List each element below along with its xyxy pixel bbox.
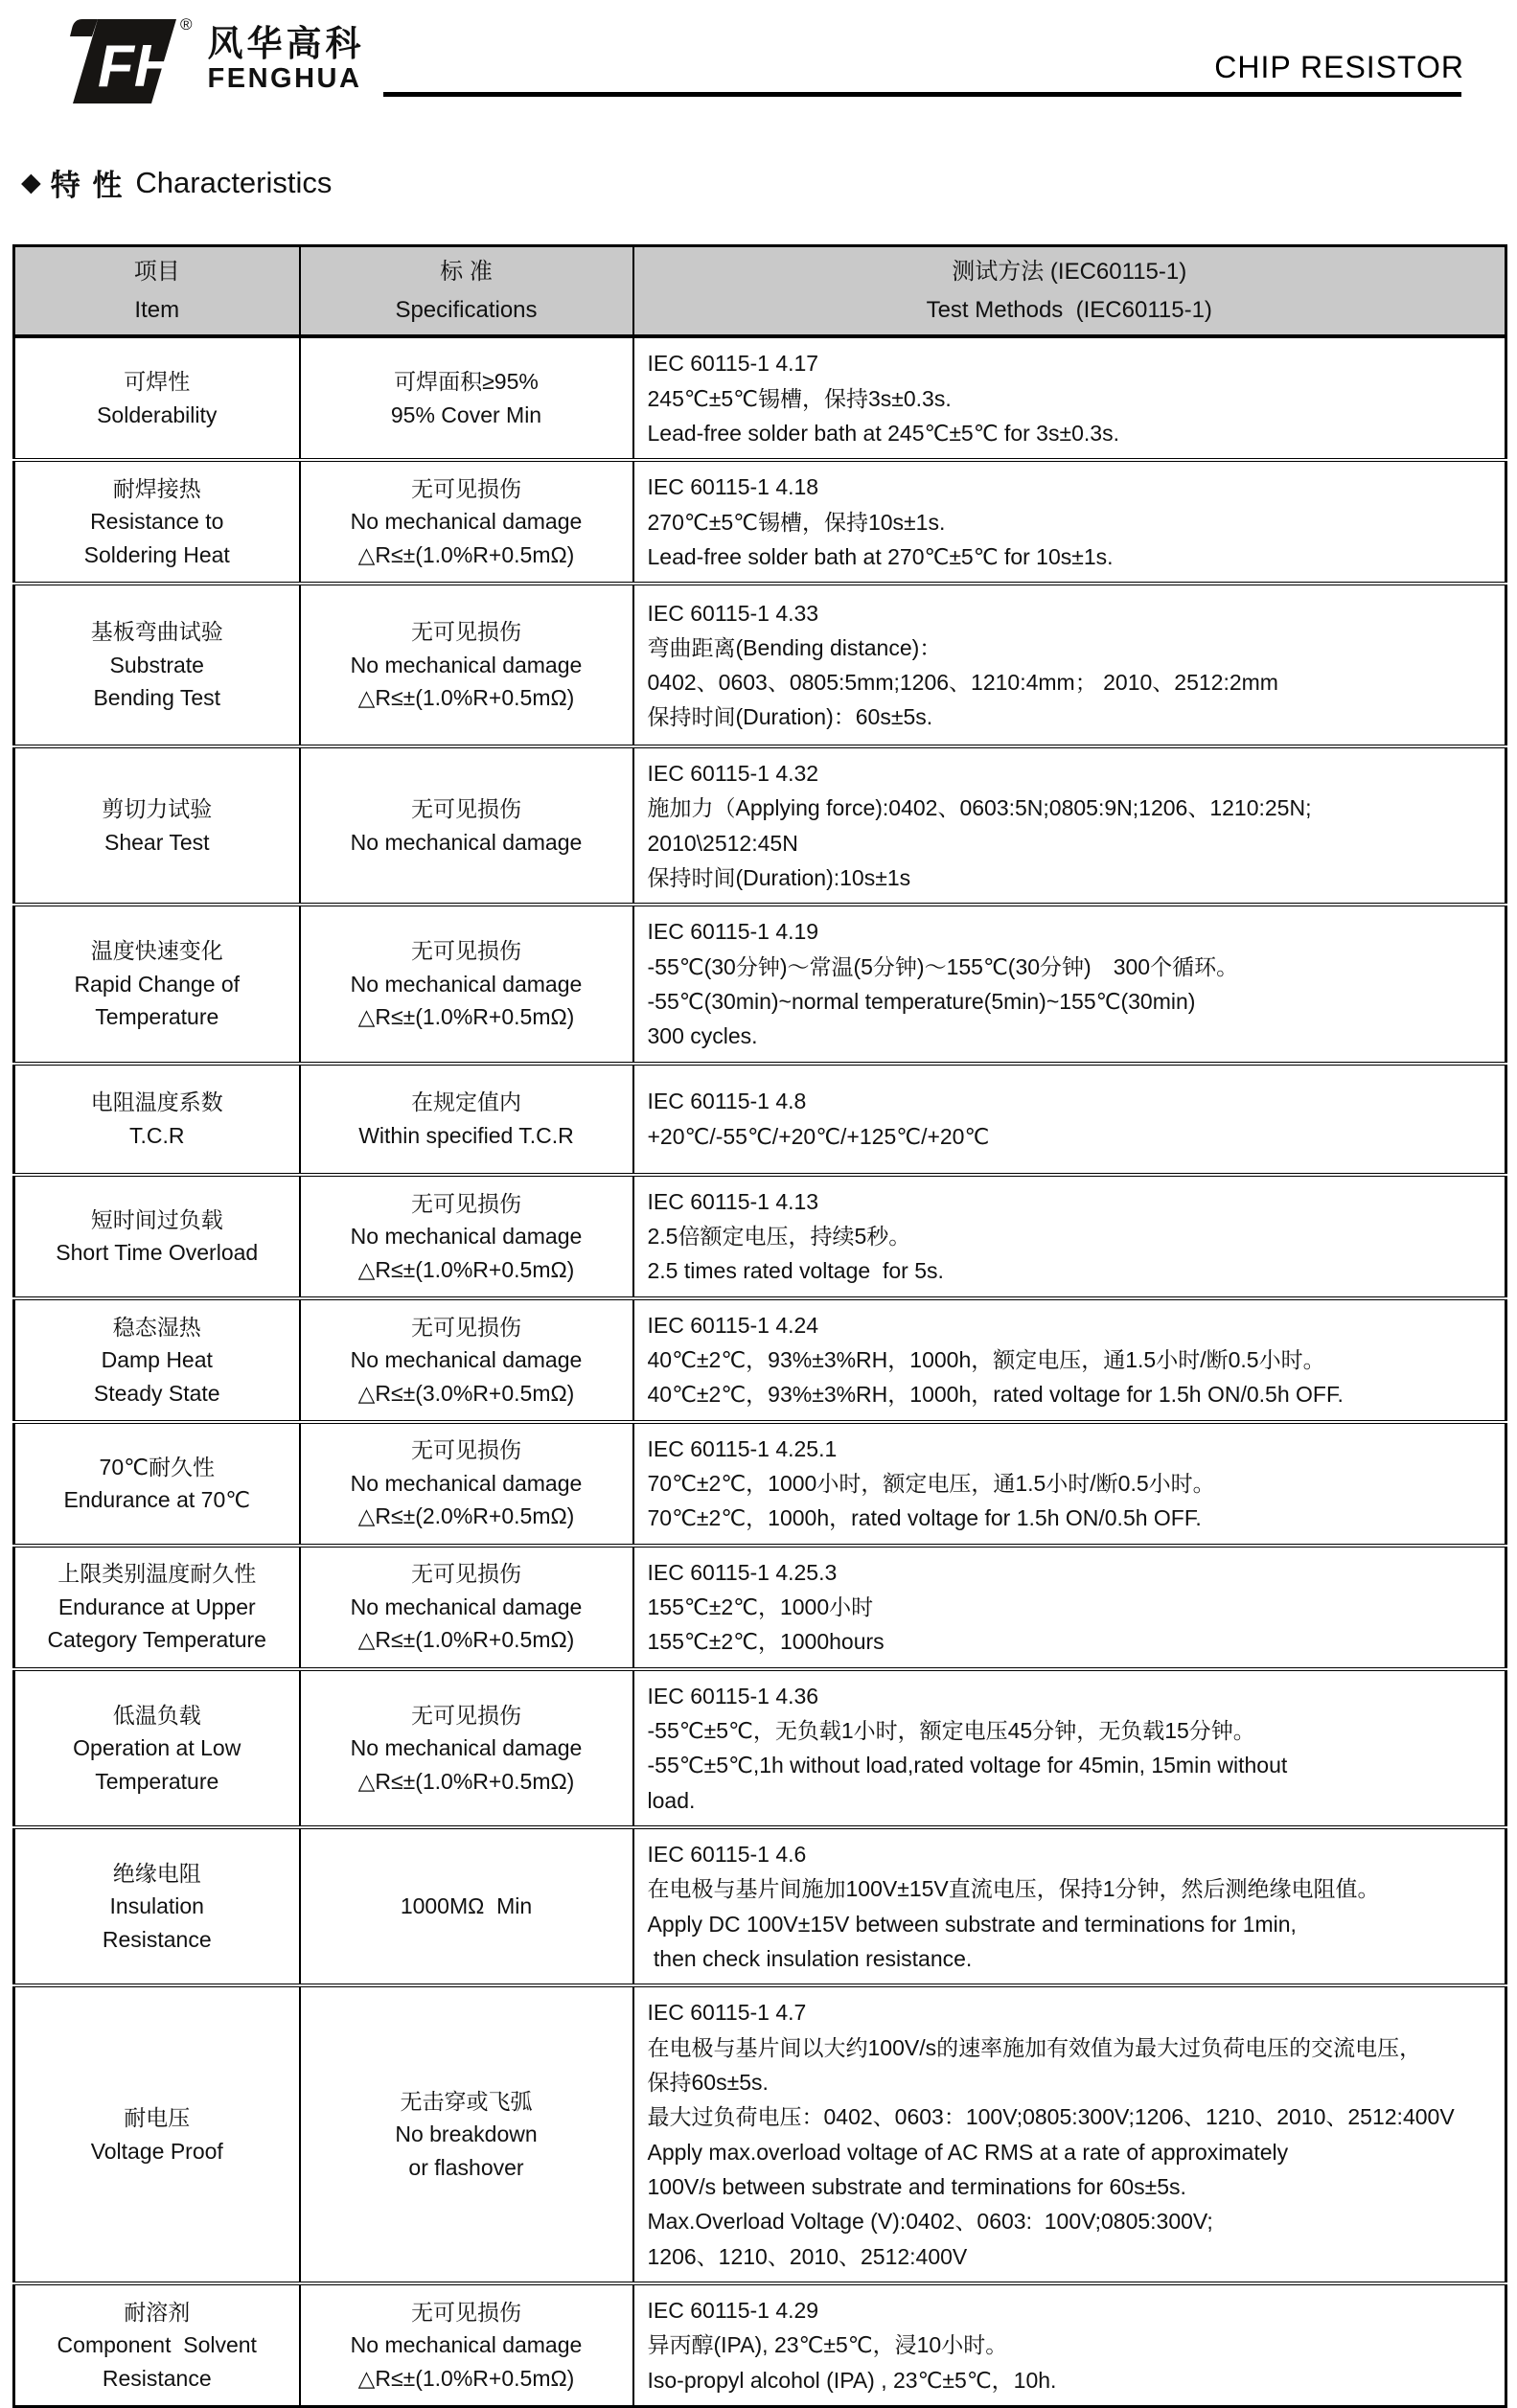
item-line: 短时间过负载 [90,1206,223,1232]
item-line: Solderability [97,401,218,427]
spec-cell [300,905,633,1063]
characteristics-table [12,244,1507,2408]
item-line: Rapid Change of [74,971,241,997]
table-row [14,1422,1506,1546]
item-cell [14,1422,300,1546]
spec-line: △R≤±(1.0%R+0.5mΩ) [357,1768,575,1794]
spec-line: 1000MΩ Min [400,1893,533,1919]
item-line: Category Temperature [47,1627,266,1653]
method-cell [633,746,1506,905]
item-line: Shear Test [103,829,210,855]
column-header-test-methods [633,246,1506,337]
method-line: IEC 60115-1 4.19 [647,919,819,945]
column-header-en: Item [134,296,180,323]
spec-line: 可焊面积≥95% [394,369,539,395]
item-line: Component Solvent [57,2332,257,2358]
method-line: then check insulation resistance. [647,1946,973,1972]
section-title-english: Characteristics [135,165,333,199]
brand-name-english: FENGHUA [207,62,362,94]
method-line: 300 cycles. [647,1023,758,1049]
item-line: 耐焊接热 [112,475,201,501]
method-line: 最大过负荷电压：0402、0603：100V;0805:300V;1206、1210、2010、2512:400V [647,2104,1455,2130]
table-row [14,1064,1506,1175]
method-cell [633,1298,1506,1422]
item-cell [14,905,300,1063]
spec-line: or flashover [408,2154,524,2180]
diamond-bullet-icon: ◆ [21,168,41,196]
spec-cell [300,1298,633,1422]
method-line: 70℃±2℃，1000小时，额定电压，通1.5小时/断0.5小时。 [647,1471,1215,1497]
method-line: Max.Overload Voltage (V):0402、0603: 100V;0805:300V; [647,2209,1213,2235]
method-cell [633,584,1506,746]
spec-line: △R≤±(1.0%R+0.5mΩ) [357,2365,575,2391]
method-cell [633,336,1506,460]
item-line: Soldering Heat [83,541,230,567]
column-header-specifications [300,246,633,337]
table-row [14,1298,1506,1422]
spec-line: No mechanical damage [350,2332,583,2358]
item-line: Short Time Overload [56,1240,259,1266]
svg-text:FH: FH [98,34,177,100]
registered-trademark-icon: ® [180,15,193,34]
method-line: IEC 60115-1 4.29 [647,2297,819,2323]
spec-line: No mechanical damage [350,1347,583,1372]
document-header [0,0,1517,149]
method-line: 保持时间(Duration):10s±1s [647,865,911,891]
spec-line: △R≤±(1.0%R+0.5mΩ) [357,1627,575,1653]
spec-line: △R≤±(1.0%R+0.5mΩ) [357,541,575,567]
spec-cell [300,584,633,746]
method-line: IEC 60115-1 4.24 [647,1312,819,1338]
method-line: 100V/s between substrate and terminations for 60s±5s. [647,2173,1186,2199]
method-line: 保持60s±5s. [647,2070,769,2095]
spec-line: No mechanical damage [350,829,583,855]
item-line: Voltage Proof [90,2138,223,2164]
spec-line: No mechanical damage [350,1470,583,1496]
item-line: Steady State [93,1380,220,1406]
spec-cell [300,460,633,584]
spec-cell [300,1175,633,1298]
item-cell [14,1298,300,1422]
spec-line: Within specified T.C.R [358,1122,574,1148]
spec-line: △R≤±(2.0%R+0.5mΩ) [357,1503,575,1529]
item-line: Operation at Low [73,1735,241,1761]
spec-line: 无可见损伤 [411,938,521,964]
item-line: Resistance to [90,509,224,535]
spec-line: 无可见损伤 [411,1561,521,1587]
method-line: IEC 60115-1 4.33 [647,600,819,626]
item-cell [14,746,300,905]
table-row [14,1175,1506,1298]
table-row [14,1985,1506,2283]
method-line: 施加力（Applying force):0402、0603:5N;0805:9N;1206、1210:25N; [647,795,1312,821]
method-line: Iso-propyl alcohol (IPA) , 23℃±5℃，10h. [647,2367,1057,2393]
table-row [14,2283,1506,2406]
method-cell [633,905,1506,1063]
spec-line: 无可见损伤 [411,2299,521,2325]
characteristics-table-body [14,336,1506,2406]
spec-line: No mechanical damage [350,509,583,535]
spec-cell [300,1546,633,1669]
spec-line: △R≤±(1.0%R+0.5mΩ) [357,1256,575,1282]
section-title-chinese: 特 性 [50,169,125,202]
method-line: 70℃±2℃，1000h，rated voltage for 1.5h ON/0.5h OFF. [647,1505,1202,1531]
spec-line: No mechanical damage [350,971,583,997]
item-cell [14,1546,300,1669]
spec-cell [300,1985,633,2283]
item-cell [14,1175,300,1298]
item-cell [14,2283,300,2406]
table-row [14,1669,1506,1827]
method-line: load. [647,1787,696,1813]
method-cell [633,1827,1506,1985]
method-line: 0402、0603、0805:5mm;1206、1210:4mm； 2010、2512:2mm [647,670,1278,696]
item-line: 可焊性 [124,369,191,395]
item-line: Temperature [95,1768,219,1794]
table-row [14,746,1506,905]
method-line: 在电极与基片间施加100V±15V直流电压，保持1分钟，然后测绝缘电阻值。 [647,1876,1380,1902]
method-line: 40℃±2℃，93%±3%RH，1000h，额定电压，通1.5小时/断0.5小时。 [647,1347,1325,1373]
spec-cell [300,1827,633,1985]
column-header-item [14,246,300,337]
method-line: IEC 60115-1 4.18 [647,474,819,500]
item-line: Resistance [102,2365,212,2391]
item-line: 电阻温度系数 [90,1089,223,1115]
spec-line: 无可见损伤 [411,1314,521,1340]
table-row [14,460,1506,584]
method-line: IEC 60115-1 4.25.3 [647,1559,838,1585]
brand-name-chinese: 风华高科 [207,24,365,63]
spec-cell [300,1064,633,1175]
column-header-en: Test Methods (IEC60115-1) [926,296,1212,323]
table-row [14,905,1506,1063]
item-line: 稳态湿热 [112,1314,201,1340]
method-line: IEC 60115-1 4.7 [647,2000,807,2026]
method-line: +20℃/-55℃/+20℃/+125℃/+20℃ [647,1123,990,1149]
item-line: 绝缘电阻 [112,1860,201,1886]
item-line: Resistance [102,1926,212,1952]
method-line: 245℃±5℃锡槽，保持3s±0.3s. [647,385,952,411]
spec-line: 在规定值内 [411,1089,521,1115]
method-line: IEC 60115-1 4.17 [647,351,819,377]
item-cell [14,336,300,460]
table-row [14,336,1506,460]
method-line: 弯曲距离(Bending distance)： [647,634,942,660]
table-row [14,1827,1506,1985]
item-line: 耐溶剂 [124,2299,191,2325]
spec-cell [300,1669,633,1827]
column-header-en: Specifications [395,296,538,323]
item-line: 温度快速变化 [90,938,223,964]
method-line: -55℃(30min)~normal temperature(5min)~155℃(30min) [647,989,1196,1015]
header-divider [383,92,1461,97]
method-cell [633,1985,1506,2283]
item-line: Insulation [109,1893,204,1919]
item-line: 剪切力试验 [102,796,213,822]
item-cell [14,1669,300,1827]
method-line: 2.5倍额定电压，持续5秒。 [647,1224,911,1250]
item-cell [14,1827,300,1985]
column-header-cn: 标 准 [440,259,493,285]
method-line: Apply max.overload voltage of AC RMS at a rate of approximately [647,2139,1289,2165]
spec-line: 无可见损伤 [411,475,521,501]
page-title: CHIP RESISTOR [1214,50,1464,84]
method-cell [633,1546,1506,1669]
method-line: 2010\2512:45N [647,830,798,856]
item-line: 上限类别温度耐久性 [57,1561,257,1587]
method-line: 异丙醇(IPA), 23℃±5℃，浸10小时。 [647,2332,1008,2358]
item-line: Endurance at 70℃ [63,1487,251,1513]
method-cell [633,1669,1506,1827]
spec-cell [300,336,633,460]
spec-line: △R≤±(1.0%R+0.5mΩ) [357,1004,575,1030]
spec-line: 无可见损伤 [411,1437,521,1463]
spec-line: 无可见损伤 [411,1190,521,1216]
spec-line: 95% Cover Min [390,401,542,427]
method-line: -55℃±5℃,1h without load,rated voltage for 45min, 15min without [647,1753,1288,1778]
spec-line: 无击穿或飞弧 [400,2088,533,2114]
spec-line: △R≤±(3.0%R+0.5mΩ) [357,1380,575,1406]
method-line: IEC 60115-1 4.8 [647,1089,807,1114]
section-title [21,161,332,204]
spec-line: No mechanical damage [350,1735,583,1761]
spec-line: 无可见损伤 [411,619,521,645]
method-line: Lead-free solder bath at 270℃±5℃ for 10s±1s. [647,543,1114,569]
item-line: 70℃耐久性 [99,1454,215,1479]
method-line: -55℃±5℃，无负载1小时，额定电压45分钟，无负载15分钟。 [647,1718,1255,1744]
spec-cell [300,746,633,905]
method-line: Lead-free solder bath at 245℃±5℃ for 3s±0.3s. [647,420,1119,446]
method-line: 155℃±2℃，1000小时 [647,1594,874,1620]
method-line: 40℃±2℃，93%±3%RH，1000h，rated voltage for 1.5h ON/0.5h OFF. [647,1382,1344,1408]
spec-line: No mechanical damage [350,1594,583,1619]
spec-line: No breakdown [395,2121,538,2147]
item-line: 基板弯曲试验 [90,619,223,645]
method-line: 155℃±2℃，1000hours [647,1629,885,1655]
method-line: Apply DC 100V±15V between substrate and terminations for 1min, [647,1911,1297,1937]
table-row [14,584,1506,746]
method-line: -55℃(30分钟)～常温(5分钟)～155℃(30分钟) 300个循环。 [647,953,1239,979]
method-line: 保持时间(Duration)：60s±5s. [647,704,933,730]
spec-cell [300,1422,633,1546]
item-line: Damp Heat [101,1347,213,1372]
fenghua-logo-icon [69,17,182,105]
item-line: Substrate [109,652,204,677]
method-cell [633,1175,1506,1298]
item-line: Bending Test [93,685,221,711]
spec-line: △R≤±(1.0%R+0.5mΩ) [357,685,575,711]
item-cell [14,460,300,584]
column-header-cn: 项目 [133,259,180,285]
item-line: Endurance at Upper [57,1594,256,1619]
method-line: IEC 60115-1 4.36 [647,1683,819,1709]
method-cell [633,1422,1506,1546]
method-line: IEC 60115-1 4.25.1 [647,1435,838,1461]
method-cell [633,460,1506,584]
item-line: 耐电压 [124,2105,191,2131]
table-row [14,1546,1506,1669]
method-cell [633,2283,1506,2406]
spec-line: 无可见损伤 [411,796,521,822]
spec-line: No mechanical damage [350,1224,583,1250]
method-line: IEC 60115-1 4.13 [647,1188,819,1214]
fenghua-logo [69,17,365,105]
method-line: 1206、1210、2010、2512:400V [647,2243,968,2269]
method-line: IEC 60115-1 4.6 [647,1842,807,1868]
spec-line: No mechanical damage [350,652,583,677]
item-line: 低温负载 [112,1702,201,1728]
item-line: T.C.R [129,1122,185,1148]
method-line: 270℃±5℃锡槽，保持10s±1s. [647,509,946,535]
item-cell [14,584,300,746]
method-line: 2.5 times rated voltage for 5s. [647,1258,944,1284]
item-cell [14,1985,300,2283]
column-header-cn: 测试方法 (IEC60115-1) [952,259,1187,285]
method-cell [633,1064,1506,1175]
method-line: IEC 60115-1 4.32 [647,761,819,787]
item-line: Temperature [95,1004,219,1030]
spec-cell [300,2283,633,2406]
item-cell [14,1064,300,1175]
table-header [14,246,1506,337]
method-line: 在电极与基片间以大约100V/s的速率施加有效值为最大过负荷电压的交流电压， [647,2034,1422,2060]
spec-line: 无可见损伤 [411,1702,521,1728]
